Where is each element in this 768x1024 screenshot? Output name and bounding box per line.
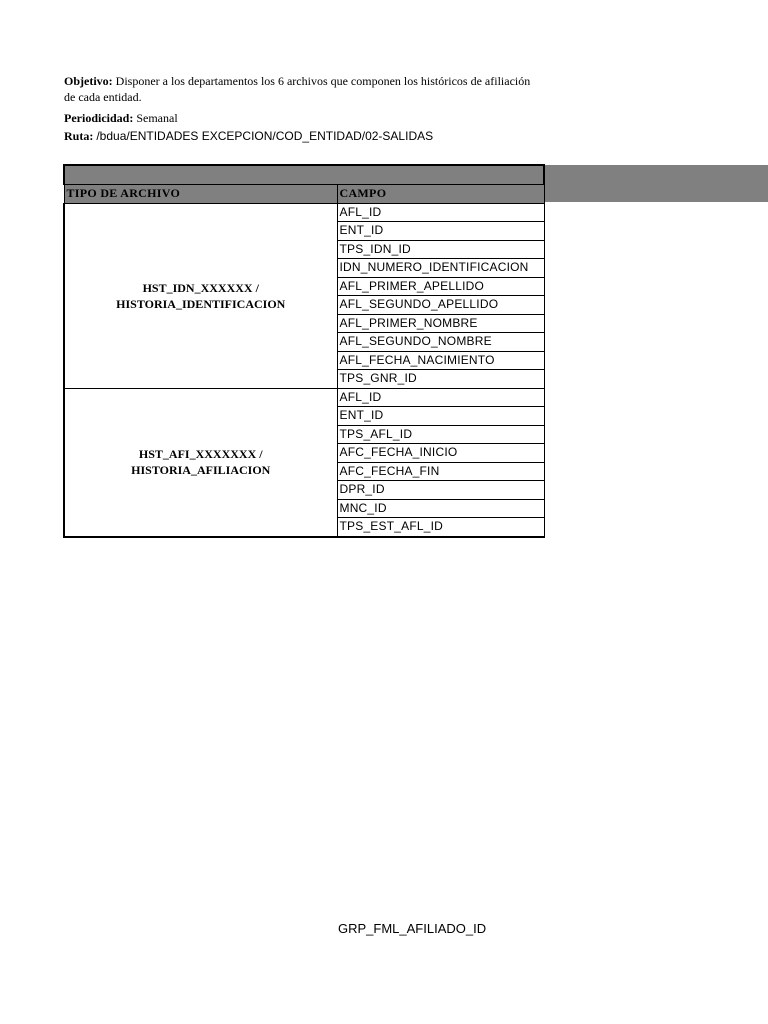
- objetivo-text: Disponer a los departamentos los 6 archivos que componen los históricos de afiliación: [115, 74, 531, 88]
- objetivo-label: Objetivo:: [64, 74, 113, 88]
- objetivo-line: [64, 74, 542, 88]
- field-name-cell: AFC_FECHA_INICIO: [337, 444, 544, 463]
- file-code: HST_AFI_XXXXXXX /: [138, 447, 263, 461]
- field-name-cell: AFL_SEGUNDO_APELLIDO: [337, 296, 544, 315]
- fields-table: [63, 164, 545, 538]
- table-top-band: [64, 165, 544, 185]
- file-description: HISTORIA_IDENTIFICACION: [116, 296, 286, 311]
- field-name-cell: IDN_NUMERO_IDENTIFICACION: [337, 259, 544, 278]
- file-type-cell: [64, 388, 337, 537]
- table-row: [64, 203, 544, 222]
- periodicidad-value: Semanal: [136, 111, 178, 125]
- field-name-cell: TPS_GNR_ID: [337, 370, 544, 389]
- field-name-cell: AFL_PRIMER_NOMBRE: [337, 314, 544, 333]
- field-name-cell: TPS_EST_AFL_ID: [337, 518, 544, 537]
- field-name-cell: MNC_ID: [337, 499, 544, 518]
- field-name-cell: ENT_ID: [337, 407, 544, 426]
- file-description: HISTORIA_AFILIACION: [131, 463, 271, 477]
- header-band-extension: [542, 165, 768, 202]
- field-name-cell: AFL_FECHA_NACIMIENTO: [337, 351, 544, 370]
- footer-field-label: GRP_FML_AFILIADO_ID: [338, 921, 487, 936]
- table-row: [64, 388, 544, 407]
- ruta-line: [64, 129, 433, 143]
- file-code: HST_IDN_XXXXXX /: [142, 280, 259, 295]
- file-type-cell: [64, 203, 337, 388]
- ruta-label: Ruta:: [64, 129, 94, 143]
- header-campo: CAMPO: [337, 185, 544, 204]
- periodicidad-line: [64, 111, 178, 125]
- field-name-cell: ENT_ID: [337, 222, 544, 241]
- ruta-value: /bdua/ENTIDADES EXCEPCION/COD_ENTIDAD/02-SALIDAS: [96, 129, 434, 143]
- header-tipo-archivo: TIPO DE ARCHIVO: [64, 185, 337, 204]
- field-name-cell: AFL_SEGUNDO_NOMBRE: [337, 333, 544, 352]
- field-name-cell: AFC_FECHA_FIN: [337, 462, 544, 481]
- field-name-cell: DPR_ID: [337, 481, 544, 500]
- field-name-cell: AFL_ID: [337, 203, 544, 222]
- periodicidad-label: Periodicidad:: [64, 111, 134, 125]
- field-name-cell: TPS_AFL_ID: [337, 425, 544, 444]
- field-name-cell: AFL_ID: [337, 388, 544, 407]
- field-name-cell: TPS_IDN_ID: [337, 240, 544, 259]
- objetivo-line-2: de cada entidad.: [64, 90, 142, 104]
- table-header-row: [64, 185, 544, 204]
- field-name-cell: AFL_PRIMER_APELLIDO: [337, 277, 544, 296]
